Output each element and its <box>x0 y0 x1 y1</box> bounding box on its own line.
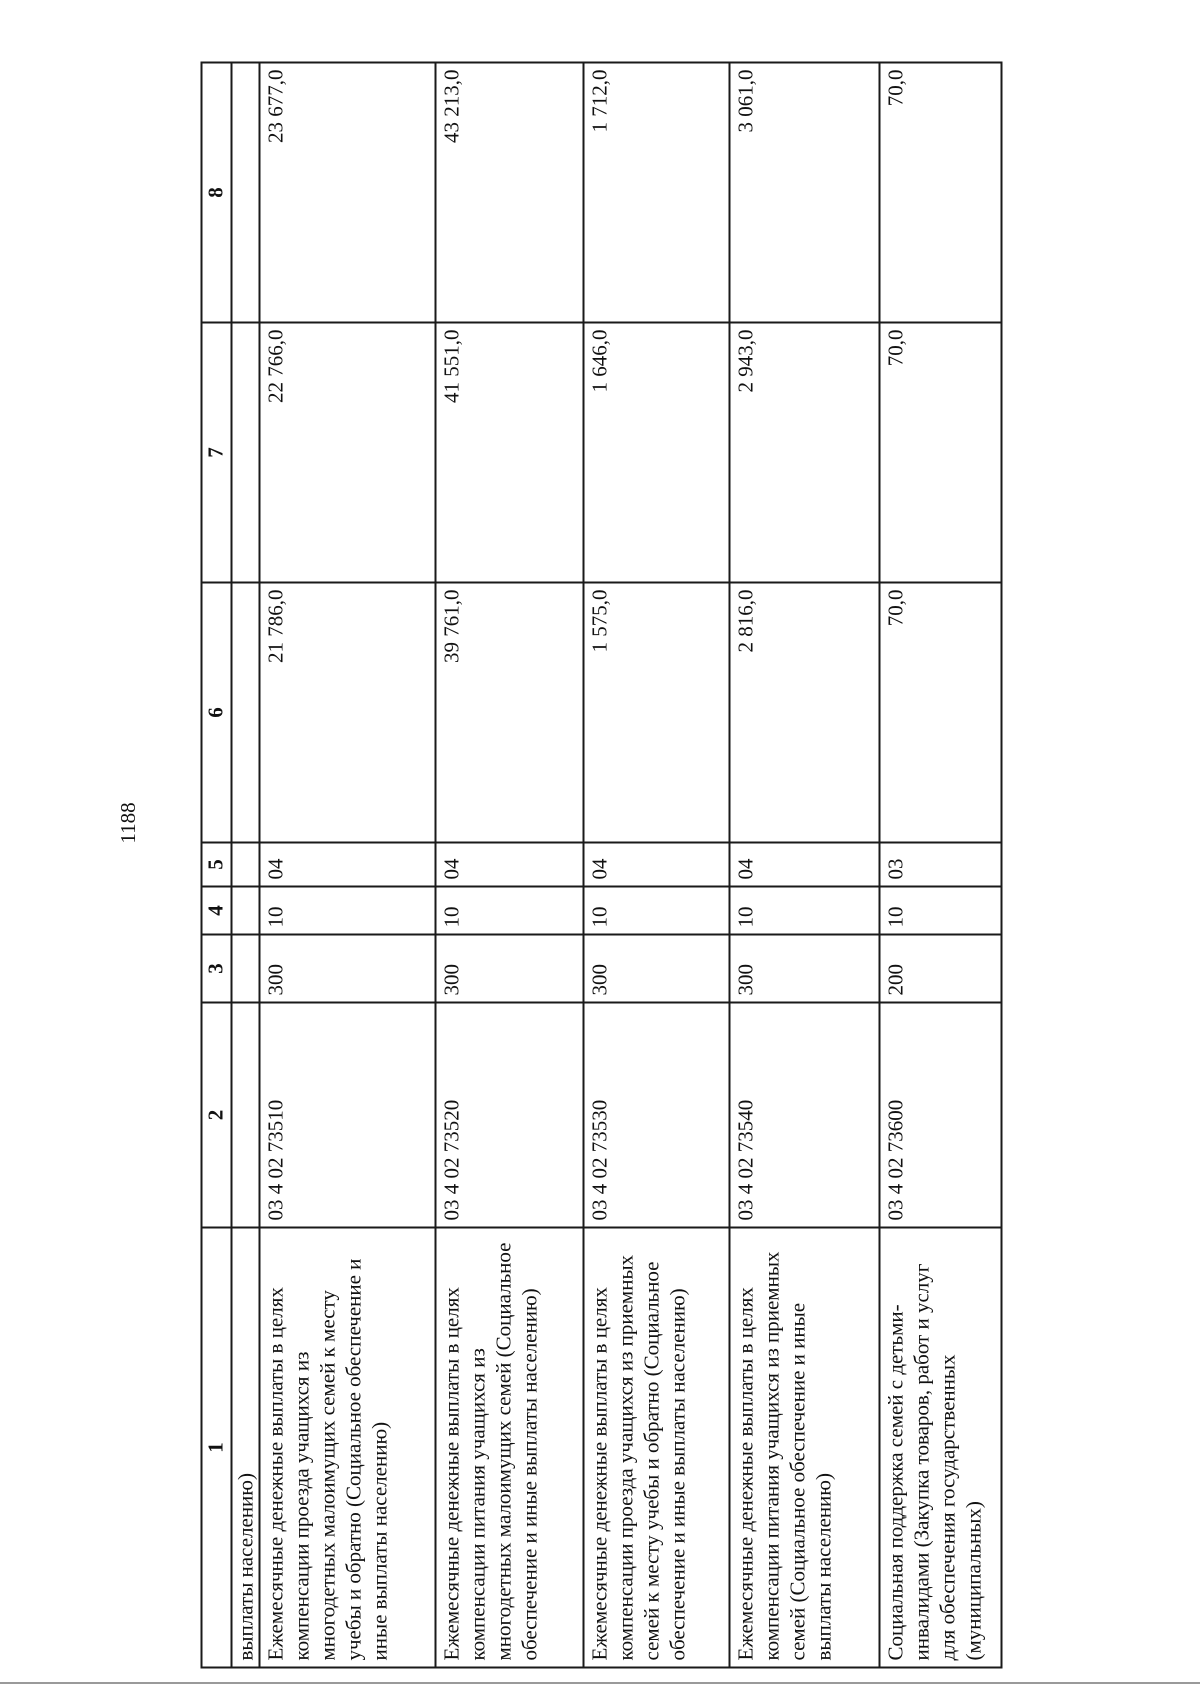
target-code-cell: 03 4 02 73540 <box>730 1003 880 1228</box>
subsection-cell: 04 <box>730 843 880 887</box>
subsection-cell: 03 <box>880 843 1002 887</box>
expense-type-cell: 300 <box>260 935 436 1003</box>
target-code-cell: 03 4 02 73520 <box>436 1003 584 1228</box>
target-code-cell: 03 4 02 73510 <box>260 1003 436 1228</box>
item-name-cell: Ежемесячные денежные выплаты в целях компенсации проезда учащихся из многодетных малоимущих семей к месту учебы и обратно (Социальное обеспечение и иные выплаты населению) <box>260 1228 436 1668</box>
continuation-text: выплаты населению) <box>232 1228 260 1668</box>
section-cell: 10 <box>260 887 436 935</box>
target-code-cell: 03 4 02 73600 <box>880 1003 1002 1228</box>
amount-col7-cell: 1 646,0 <box>584 323 730 583</box>
amount-col7-cell: 70,0 <box>880 323 1002 583</box>
empty-cell <box>232 887 260 935</box>
scan-edge-line <box>0 1682 1200 1684</box>
table-row <box>730 63 880 1668</box>
table-header-row <box>202 63 232 1668</box>
budget-table <box>201 62 1003 1669</box>
item-name-cell: Ежемесячные денежные выплаты в целях компенсации проезда учащихся из приемных семей к месту учебы и обратно (Социальное обеспечение и иные выплаты населению) <box>584 1228 730 1668</box>
empty-cell <box>232 843 260 887</box>
empty-cell <box>232 63 260 323</box>
column-header: 6 <box>202 583 232 843</box>
subsection-cell: 04 <box>260 843 436 887</box>
subsection-cell: 04 <box>436 843 584 887</box>
item-name-cell: Ежемесячные денежные выплаты в целях компенсации питания учащихся из многодетных малоимущих семей (Социальное обеспечение и иные выплаты населению) <box>436 1228 584 1668</box>
amount-col6-cell: 21 786,0 <box>260 583 436 843</box>
amount-col8-cell: 1 712,0 <box>584 63 730 323</box>
empty-cell <box>232 935 260 1003</box>
table-row <box>260 63 436 1668</box>
target-code-cell: 03 4 02 73530 <box>584 1003 730 1228</box>
continuation-row <box>232 63 260 1668</box>
column-header: 1 <box>202 1228 232 1668</box>
amount-col6-cell: 70,0 <box>880 583 1002 843</box>
expense-type-cell: 300 <box>436 935 584 1003</box>
amount-col7-cell: 41 551,0 <box>436 323 584 583</box>
table-row <box>584 63 730 1668</box>
section-cell: 10 <box>436 887 584 935</box>
amount-col7-cell: 2 943,0 <box>730 323 880 583</box>
amount-col6-cell: 1 575,0 <box>584 583 730 843</box>
amount-col8-cell: 70,0 <box>880 63 1002 323</box>
item-name-cell: Социальная поддержка семей с детьми-инвалидами (Закупка товаров, работ и услуг для обеспечения государственных (муниципальных) <box>880 1228 1002 1668</box>
table-row <box>436 63 584 1668</box>
amount-col6-cell: 2 816,0 <box>730 583 880 843</box>
item-name-cell: Ежемесячные денежные выплаты в целях компенсации питания учащихся из приемных семей (Социальное обеспечение и иные выплаты населению) <box>730 1228 880 1668</box>
column-header: 8 <box>202 63 232 323</box>
amount-col8-cell: 23 677,0 <box>260 63 436 323</box>
subsection-cell: 04 <box>584 843 730 887</box>
empty-cell <box>232 323 260 583</box>
column-header: 3 <box>202 935 232 1003</box>
amount-col8-cell: 3 061,0 <box>730 63 880 323</box>
table-row <box>880 63 1002 1668</box>
expense-type-cell: 300 <box>730 935 880 1003</box>
amount-col8-cell: 43 213,0 <box>436 63 584 323</box>
section-cell: 10 <box>584 887 730 935</box>
empty-cell <box>232 583 260 843</box>
expense-type-cell: 200 <box>880 935 1002 1003</box>
section-cell: 10 <box>730 887 880 935</box>
expense-type-cell: 300 <box>584 935 730 1003</box>
budget-table-container <box>201 64 1101 1669</box>
column-header: 7 <box>202 323 232 583</box>
empty-cell <box>232 1003 260 1228</box>
amount-col6-cell: 39 761,0 <box>436 583 584 843</box>
amount-col7-cell: 22 766,0 <box>260 323 436 583</box>
column-header: 5 <box>202 843 232 887</box>
column-header: 4 <box>202 887 232 935</box>
section-cell: 10 <box>880 887 1002 935</box>
column-header: 2 <box>202 1003 232 1228</box>
page-number: 1188 <box>116 802 140 844</box>
